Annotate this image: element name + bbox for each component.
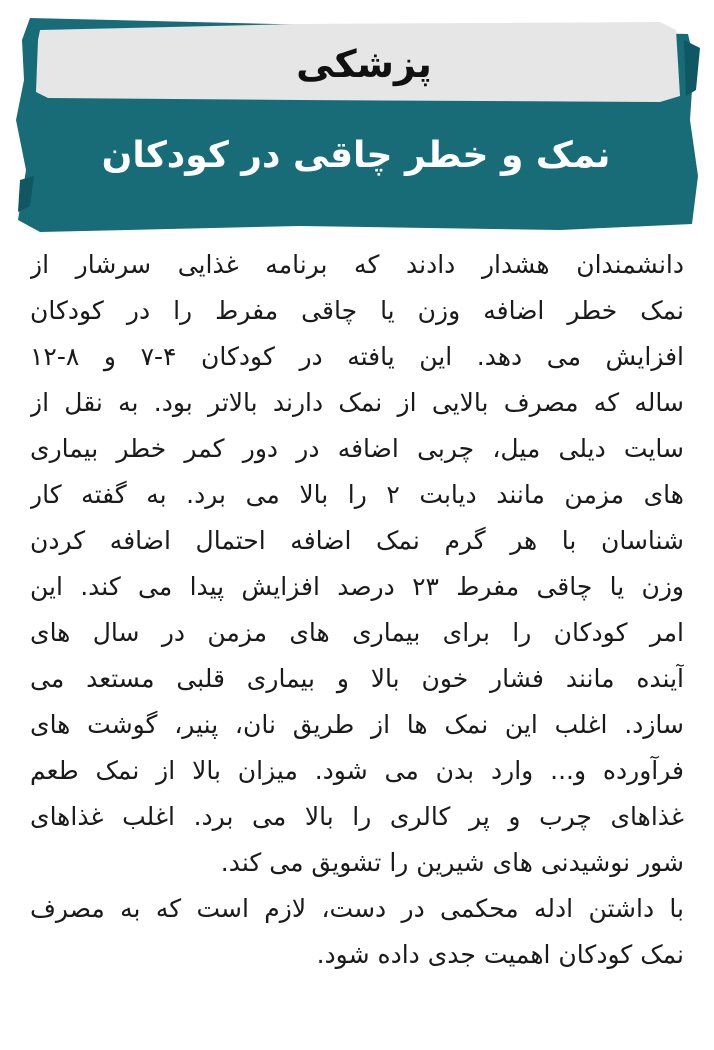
body-line: های مزمن مانند دیابت ۲ را بالا می برد. به گفته کار: [30, 480, 684, 509]
section-label: پزشکی: [296, 42, 432, 86]
body-line: با داشتن ادله محکمی در دست، لازم است که به مصرف: [30, 894, 684, 923]
body-line: شور نوشیدنی های شیرین را تشویق می کند.: [220, 848, 684, 877]
body-line: نمک خطر اضافه وزن یا چاقی مفرط را در کودکان: [30, 296, 684, 325]
body-line: افزایش می دهد. این یافته در کودکان ۴-۷ و ۸-۱۲: [30, 342, 684, 371]
body-line: وزن یا چاقی مفرط ۲۳ درصد افزایش پیدا می کند. این: [30, 572, 684, 601]
body-line: دانشمندان هشدار دادند که برنامه غذایی سرشار از: [30, 250, 684, 279]
body-line: غذاهای چرب و پر کالری را بالا می برد. اغلب غذاهای: [30, 802, 684, 831]
title-band: [36, 110, 676, 202]
body-line: سازد. اغلب این نمک ها از طریق نان، پنیر، گوشت های: [30, 710, 684, 739]
article-title: نمک و خطر چاقی در کودکان: [101, 135, 611, 176]
brush-streak: [684, 40, 700, 96]
section-tab: [46, 30, 682, 98]
body-line: نمک کودکان اهمیت جدی داده شود.: [316, 940, 684, 969]
body-line: آینده مانند فشار خون بالا و بیماری قلبی مستعد می: [30, 664, 684, 693]
article-body: [30, 242, 684, 978]
body-line: فرآورده و... وارد بدن می شود. میزان بالا از نمک طعم: [30, 756, 684, 785]
body-line: امر کودکان را برای بیماری های مزمن در سال های: [30, 618, 684, 647]
body-line: شناسان با هر گرم نمک اضافه احتمال اضافه کردن: [30, 526, 684, 555]
body-line: ساله که مصرف بالایی از نمک دارند بالاتر بود. به نقل از: [30, 388, 684, 417]
body-line: سایت دیلی میل، چربی اضافه در دور کمر خطر بیماری: [30, 434, 684, 463]
article-header: [0, 0, 714, 240]
